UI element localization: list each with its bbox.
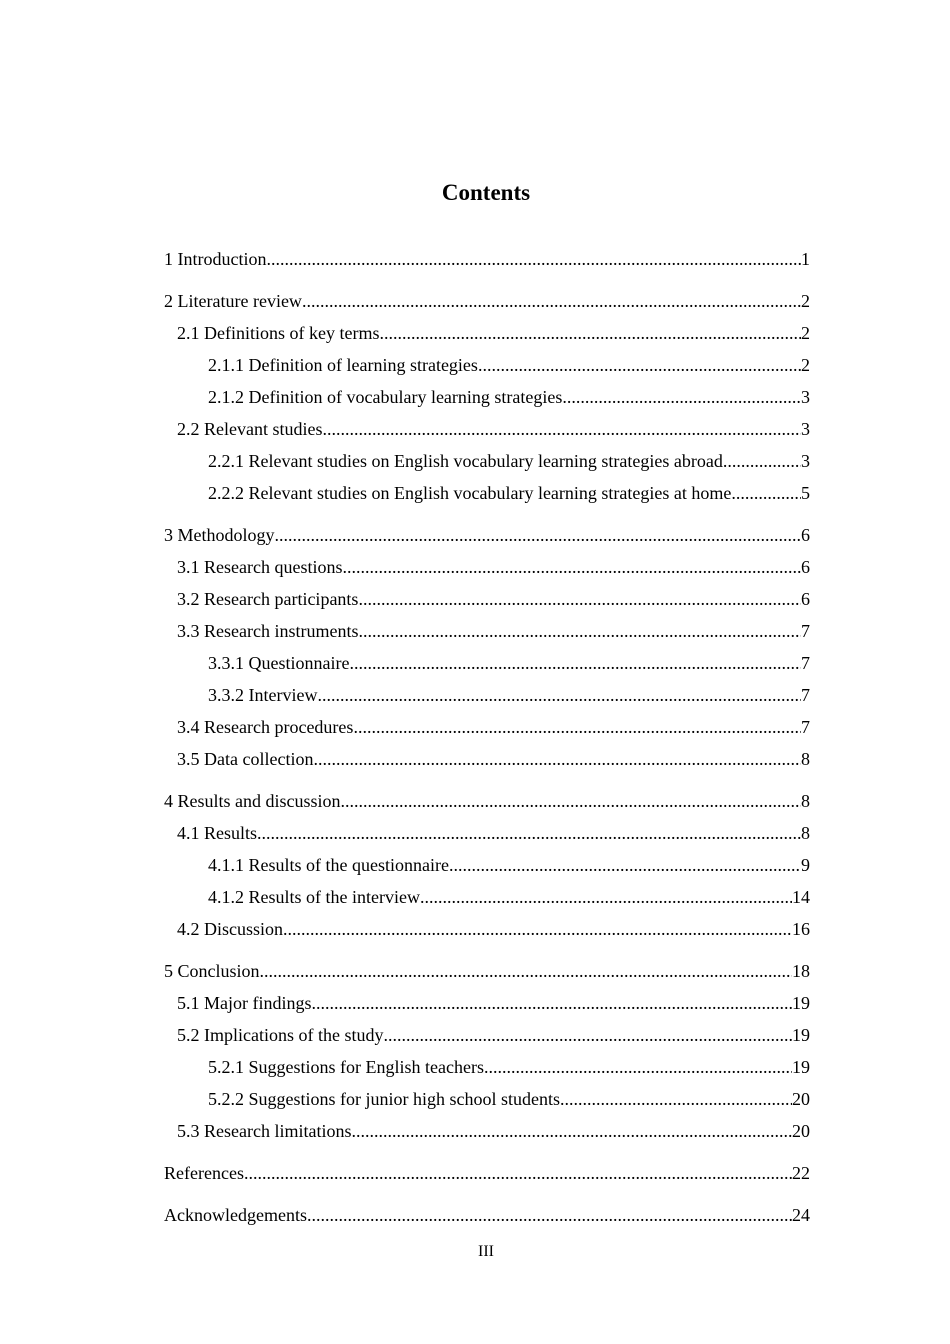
toc-entry[interactable] (164, 1087, 810, 1119)
toc-entry[interactable] (164, 353, 810, 385)
toc-entry-page: 19 (792, 1025, 810, 1045)
toc-entry[interactable] (164, 1023, 810, 1055)
toc-entry-page: 3 (801, 419, 810, 439)
toc-entry-label: 3.3.2 Interview (208, 685, 318, 705)
toc-entry[interactable] (164, 385, 810, 417)
toc-entry-label: 3.4 Research procedures (177, 717, 354, 737)
toc-entry-page: 14 (792, 887, 810, 907)
dot-leader (349, 651, 801, 676)
toc-entry[interactable] (164, 683, 810, 715)
page-number: III (478, 1243, 494, 1260)
toc-entry-label: 4 Results and discussion (164, 791, 341, 811)
toc-entry-label: 4.1.2 Results of the interview (208, 887, 420, 907)
toc-entry-page: 7 (801, 685, 810, 705)
toc-entry-page: 5 (801, 483, 810, 503)
toc-entry-page: 8 (801, 791, 810, 811)
toc-entry-label: References (164, 1163, 244, 1183)
toc-entry[interactable] (164, 321, 810, 353)
toc-entry[interactable] (164, 1119, 810, 1151)
toc-entry-page: 6 (801, 557, 810, 577)
toc-entry-page: 8 (801, 823, 810, 843)
dot-leader (275, 523, 802, 548)
toc-entry-page: 16 (792, 919, 810, 939)
toc-entry-label: 2.2 Relevant studies (177, 419, 323, 439)
toc-entry-label: 5.3 Research limitations (177, 1121, 352, 1141)
toc-entry-page: 6 (801, 525, 810, 545)
toc-entry-label: 5.1 Major findings (177, 993, 312, 1013)
page-title: Contents (441, 180, 531, 205)
toc-entry[interactable] (164, 619, 810, 651)
toc-entry-label: 3.5 Data collection (177, 749, 314, 769)
toc-entry-page: 3 (801, 451, 810, 471)
toc-entry-label: 3.3 Research instruments (177, 621, 359, 641)
dot-leader (307, 1203, 792, 1228)
dot-leader (351, 1119, 792, 1144)
toc-entry-label: 5.2.2 Suggestions for junior high school students (208, 1089, 560, 1109)
toc-entry-label: 2.1 Definitions of key terms (177, 323, 380, 343)
dot-leader (302, 289, 801, 314)
toc-entry-label: 4.2 Discussion (177, 919, 284, 939)
toc-entry-label: 2.2.2 Relevant studies on English vocabulary learning strategies at home (208, 483, 732, 503)
toc-entry[interactable] (164, 959, 810, 991)
toc-entry-label: 2.1.1 Definition of learning strategies (208, 355, 478, 375)
dot-leader (353, 715, 801, 740)
dot-leader (731, 481, 801, 506)
toc-entry[interactable] (164, 991, 810, 1023)
toc-entry-label: 4.1 Results (177, 823, 258, 843)
toc-entry-page: 20 (792, 1121, 810, 1141)
toc-entry[interactable] (164, 481, 810, 513)
toc-entry-page: 1 (801, 249, 810, 269)
toc-entry[interactable] (164, 587, 810, 619)
toc-entry-label: 5 Conclusion (164, 961, 260, 981)
toc-entry[interactable] (164, 523, 810, 555)
dot-leader (317, 683, 801, 708)
toc-entry-label: 2.2.1 Relevant studies on English vocabulary learning strategies abroad (208, 451, 723, 471)
toc-entry[interactable] (164, 821, 810, 853)
toc-entry-label: 1 Introduction (164, 249, 267, 269)
dot-leader (562, 385, 801, 410)
dot-leader (341, 789, 801, 814)
toc-entry-page: 8 (801, 749, 810, 769)
toc-entry-label: 3.2 Research participants (177, 589, 359, 609)
dot-leader (723, 449, 801, 474)
dot-leader (449, 853, 801, 878)
dot-leader (244, 1161, 792, 1186)
toc-entry-page: 6 (801, 589, 810, 609)
toc-entry[interactable] (164, 1161, 810, 1193)
toc-entry-page: 3 (801, 387, 810, 407)
dot-leader (484, 1055, 792, 1080)
toc-entry-label: 2 Literature review (164, 291, 302, 311)
toc-entry[interactable] (164, 853, 810, 885)
toc-entry-page: 2 (801, 291, 810, 311)
toc-entry-label: 3.1 Research questions (177, 557, 343, 577)
toc-entry-label: 5.2.1 Suggestions for English teachers (208, 1057, 484, 1077)
toc-entry-page: 24 (792, 1205, 810, 1225)
toc-entry[interactable] (164, 789, 810, 821)
toc-entry[interactable] (164, 1203, 810, 1235)
toc-entry[interactable] (164, 1055, 810, 1087)
dot-leader (358, 619, 801, 644)
dot-leader (322, 417, 801, 442)
toc-entry-page: 18 (792, 961, 810, 981)
dot-leader (560, 1087, 792, 1112)
toc-entry-page: 22 (792, 1163, 810, 1183)
toc-entry[interactable] (164, 247, 810, 279)
toc-entry[interactable] (164, 715, 810, 747)
toc-entry[interactable] (164, 417, 810, 449)
dot-leader (478, 353, 801, 378)
toc-entry-page: 2 (801, 355, 810, 375)
toc-entry[interactable] (164, 289, 810, 321)
toc-entry-page: 20 (792, 1089, 810, 1109)
toc-entry-page: 7 (801, 717, 810, 737)
dot-leader (266, 247, 801, 272)
toc-entry[interactable] (164, 747, 810, 779)
toc-entry[interactable] (164, 555, 810, 587)
toc-entry-page: 2 (801, 323, 810, 343)
dot-leader (342, 555, 801, 580)
dot-leader (257, 821, 801, 846)
toc-entry-page: 19 (792, 1057, 810, 1077)
dot-leader (358, 587, 801, 612)
dot-leader (312, 991, 793, 1016)
table-of-contents (164, 247, 810, 1235)
toc-entry[interactable] (164, 449, 810, 481)
toc-entry-label: 5.2 Implications of the study (177, 1025, 384, 1045)
dot-leader (260, 959, 792, 984)
toc-entry[interactable] (164, 651, 810, 683)
dot-leader (379, 321, 801, 346)
toc-entry-page: 9 (801, 855, 810, 875)
toc-entry-label: 4.1.1 Results of the questionnaire (208, 855, 449, 875)
dot-leader (383, 1023, 792, 1048)
toc-entry-page: 7 (801, 621, 810, 641)
toc-entry-label: Acknowledgements (164, 1205, 307, 1225)
dot-leader (283, 917, 792, 942)
toc-entry-page: 19 (792, 993, 810, 1013)
toc-entry[interactable] (164, 917, 810, 949)
toc-entry-label: 2.1.2 Definition of vocabulary learning strategies (208, 387, 563, 407)
toc-entry-label: 3 Methodology (164, 525, 275, 545)
toc-entry-label: 3.3.1 Questionnaire (208, 653, 350, 673)
toc-entry-page: 7 (801, 653, 810, 673)
dot-leader (313, 747, 801, 772)
toc-entry[interactable] (164, 885, 810, 917)
dot-leader (420, 885, 792, 910)
